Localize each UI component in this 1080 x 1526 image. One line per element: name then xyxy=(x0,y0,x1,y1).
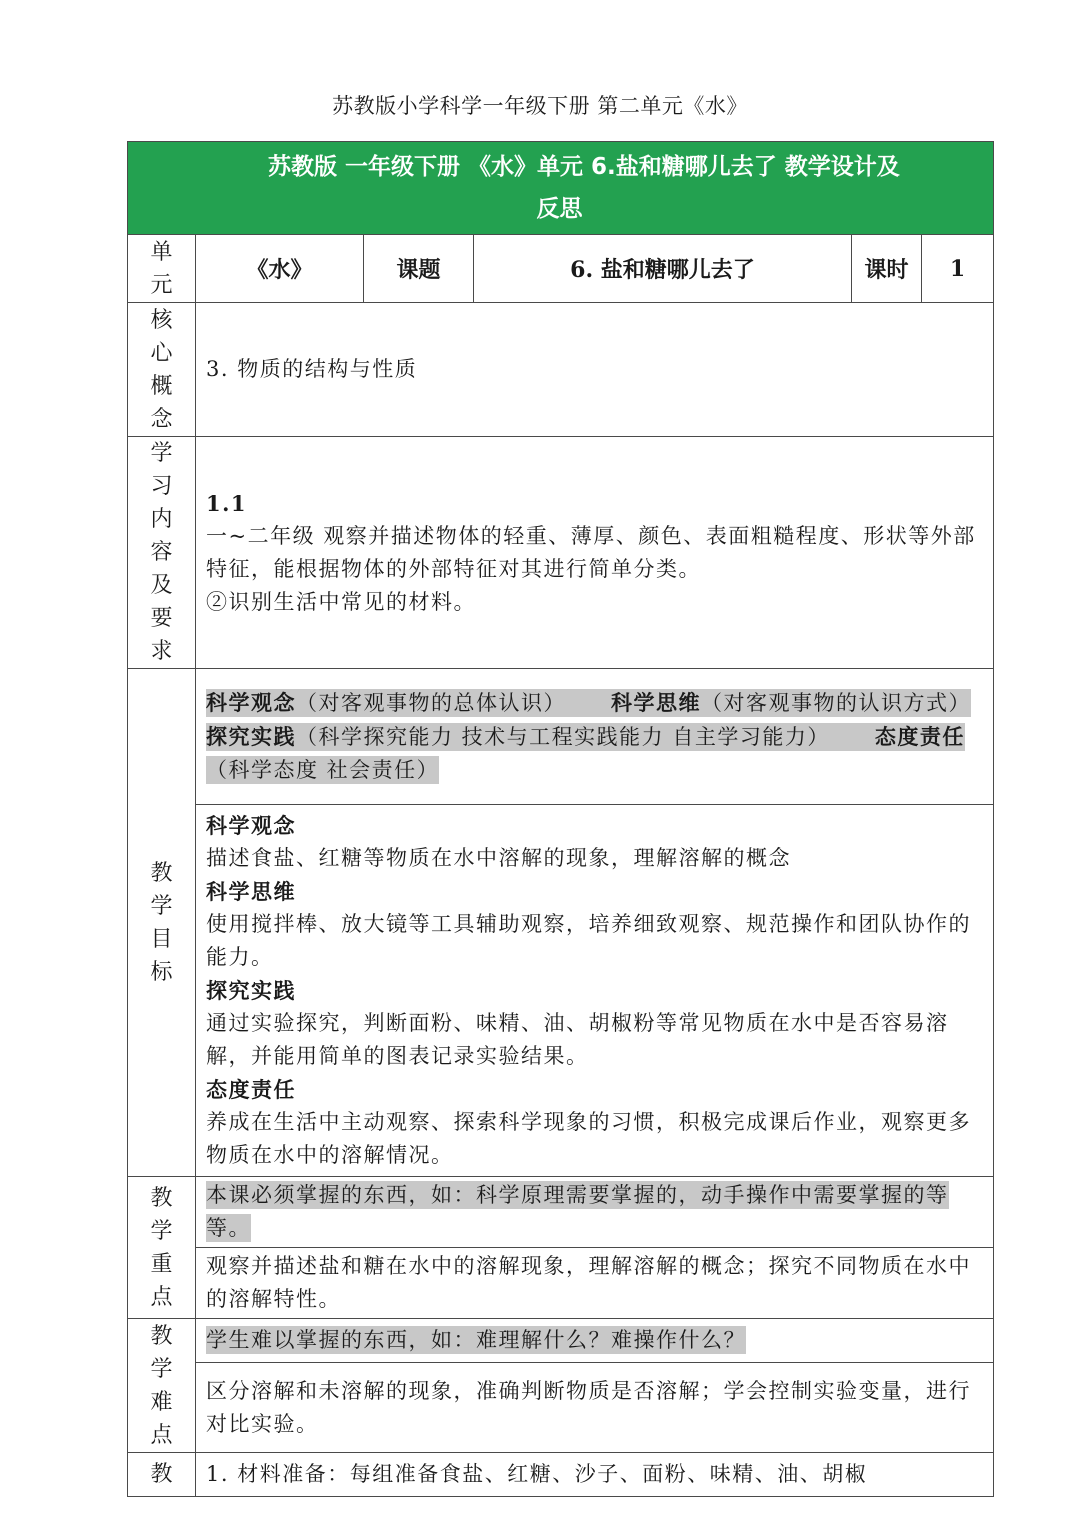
prep-label: 教 xyxy=(128,1453,196,1497)
goals-hint-row xyxy=(128,669,994,805)
period-label: 课时 xyxy=(852,235,922,303)
core-concept-text: 3. 物质的结构与性质 xyxy=(196,303,994,437)
topic-label: 课题 xyxy=(364,235,474,303)
difficulties-row xyxy=(128,1363,994,1453)
prep-text: 1. 材料准备：每组准备食盐、红糖、沙子、面粉、味精、油、胡椒 xyxy=(196,1453,994,1497)
header-line-1: 苏教版 一年级下册 《水》单元 6.盐和糖哪儿去了 教学设计及 xyxy=(268,154,900,180)
goal-text: 使用搅拌棒、放大镜等工具辅助观察，培养细致观察、规范操作和团队协作的能力。 xyxy=(206,912,971,969)
goal-title: 科学思维 xyxy=(206,879,296,904)
learning-line-1: 一~二年级 观察并描述物体的轻重、薄厚、颜色、表面粗糙程度、形状等外部特征，能根据物体的外部特征对其进行简单分类。 xyxy=(206,523,976,581)
difficulties-hint-row xyxy=(128,1319,994,1363)
difficulties-hint: 学生难以掌握的东西，如：难理解什么？难操作什么？ xyxy=(196,1319,994,1363)
goals-label: 教 学 目 标 xyxy=(128,669,196,1177)
goals-content xyxy=(196,805,994,1177)
period-value: 1 xyxy=(922,235,994,303)
header-line-2: 反思 xyxy=(536,196,583,222)
topic-value: 6. 盐和糖哪儿去了 xyxy=(474,235,852,303)
key-points-label: 教 学 重 点 xyxy=(128,1177,196,1319)
key-points-hint-row xyxy=(128,1177,994,1248)
goal-title: 探究实践 xyxy=(206,978,296,1003)
key-points-hint: 本课必须掌握的东西，如：科学原理需要掌握的，动手操作中需要掌握的等等。 xyxy=(196,1177,994,1248)
goal-title: 态度责任 xyxy=(206,1077,296,1102)
goals-content-row xyxy=(128,805,994,1177)
learning-content xyxy=(196,437,994,669)
table-header xyxy=(128,142,994,235)
goals-hint: 科学观念（对客观事物的总体认识） 科学思维（对客观事物的认识方式） 探究实践（科学探究能力 技术与工程实践能力 自主学习能力） 态度责任（科学态度 社会责任） xyxy=(196,669,994,805)
goal-text: 描述食盐、红糖等物质在水中溶解的现象，理解溶解的概念 xyxy=(206,846,791,870)
goal-text: 通过实验探究，判断面粉、味精、油、胡椒粉等常见物质在水中是否容易溶解，并能用简单的图表记录实验结果。 xyxy=(206,1011,949,1068)
learning-line-2: ②识别生活中常见的材料。 xyxy=(206,589,476,614)
core-concept-label: 核 心 概 念 xyxy=(128,303,196,437)
meta-row xyxy=(128,235,994,303)
core-concept-row xyxy=(128,303,994,437)
difficulties-label: 教 学 难 点 xyxy=(128,1319,196,1453)
learning-label: 学 习 内 容 及 要 求 xyxy=(128,437,196,669)
unit-value: 《水》 xyxy=(196,235,364,303)
learning-code: 1.1 xyxy=(206,490,248,516)
lesson-plan-table xyxy=(127,141,994,1497)
prep-row xyxy=(128,1453,994,1497)
goal-title: 科学观念 xyxy=(206,813,296,838)
difficulties-text: 区分溶解和未溶解的现象，准确判断物质是否溶解；学会控制实验变量，进行对比实验。 xyxy=(196,1363,994,1453)
unit-label: 单 元 xyxy=(128,235,196,303)
key-points-row xyxy=(128,1248,994,1319)
header-row xyxy=(128,142,994,235)
goal-text: 养成在生活中主动观察、探索科学现象的习惯，积极完成课后作业，观察更多物质在水中的溶解情况。 xyxy=(206,1110,971,1167)
key-points-text: 观察并描述盐和糖在水中的溶解现象，理解溶解的概念；探究不同物质在水中的溶解特性。 xyxy=(196,1248,994,1319)
learning-row xyxy=(128,437,994,669)
page-title: 苏教版小学科学一年级下册 第二单元《水》 xyxy=(332,94,748,118)
